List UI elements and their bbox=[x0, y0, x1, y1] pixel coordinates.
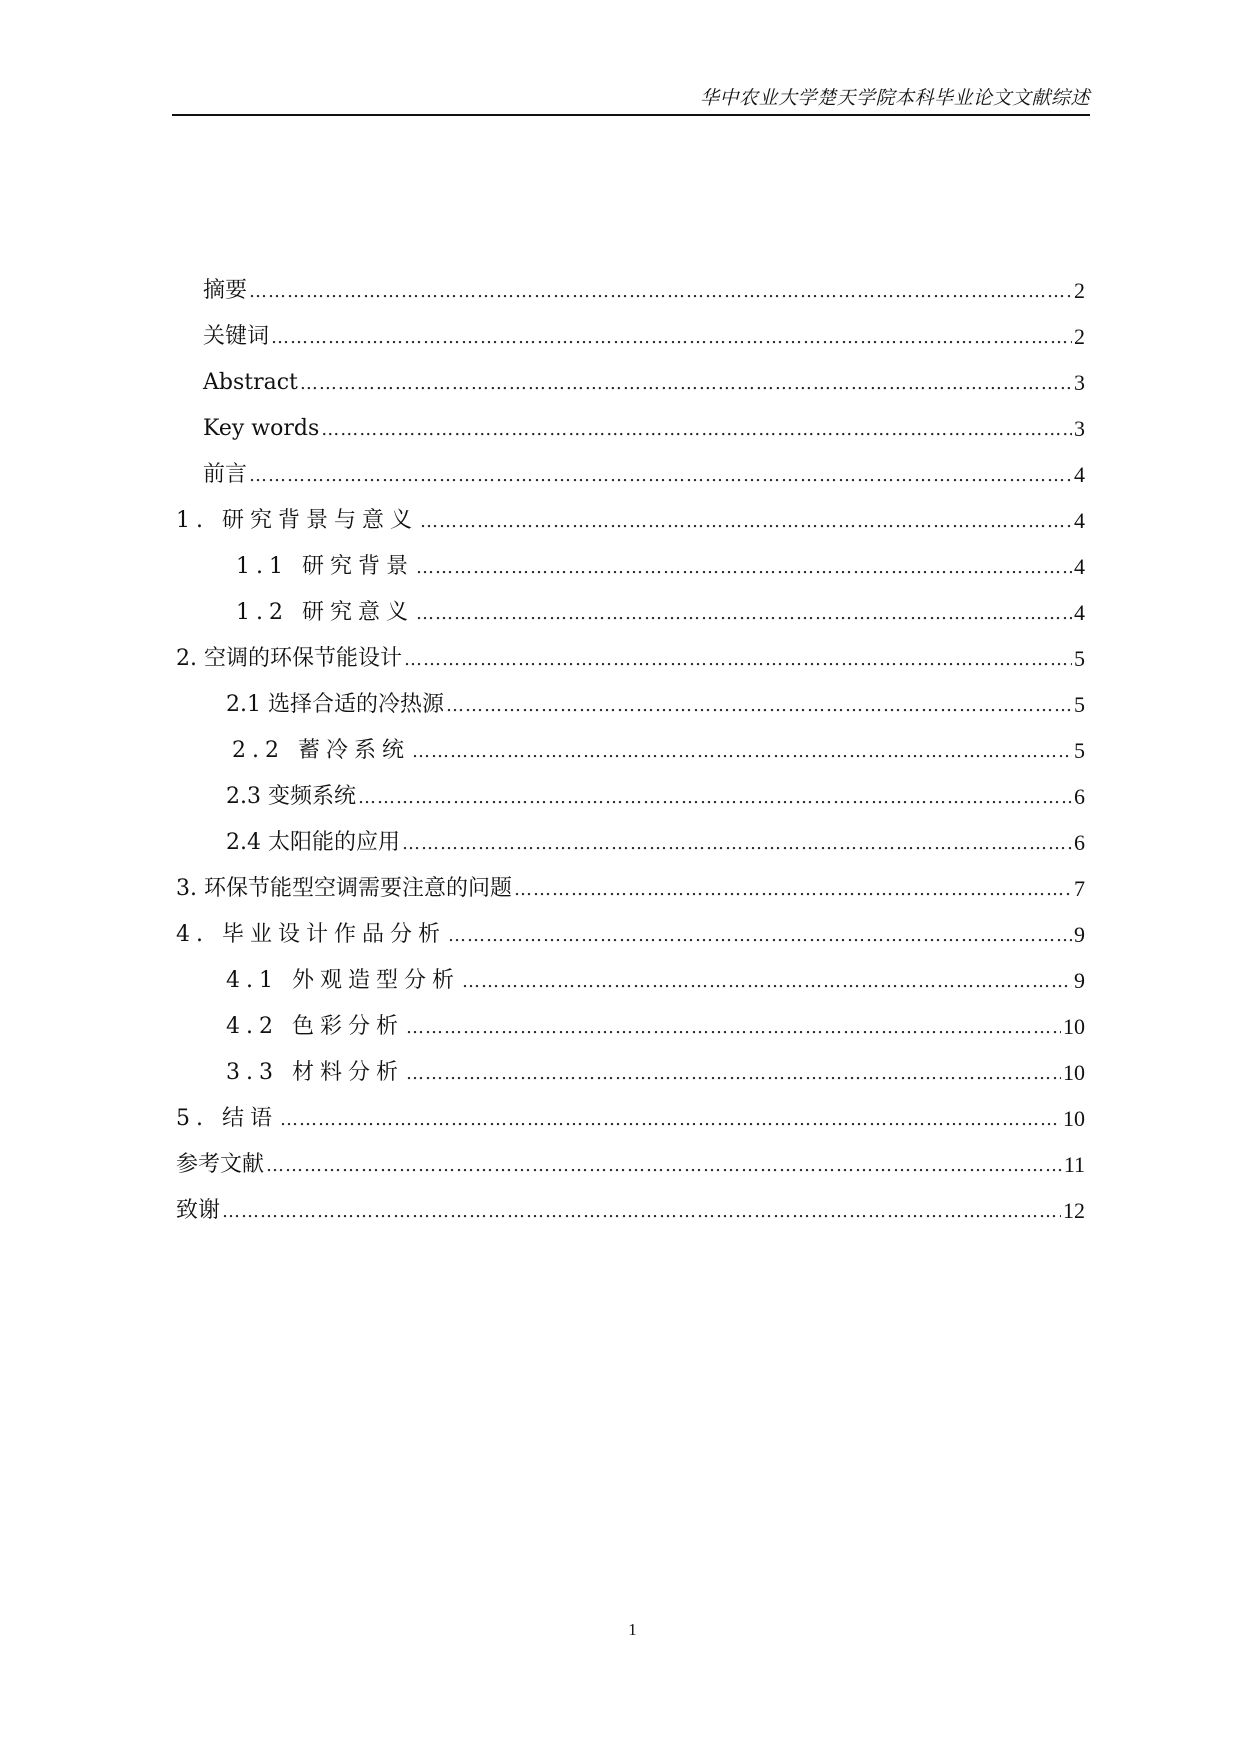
toc-entry-preface[interactable] bbox=[203, 460, 1085, 490]
toc-dot-leader bbox=[462, 970, 1072, 996]
toc-dot-leader bbox=[514, 878, 1072, 904]
toc-entry-section-2-1[interactable] bbox=[226, 690, 1085, 720]
toc-dot-leader bbox=[249, 280, 1072, 306]
toc-entry-section-2-4[interactable] bbox=[226, 828, 1085, 858]
toc-entry-page: 5 bbox=[1074, 692, 1085, 717]
toc-dot-leader bbox=[412, 740, 1072, 766]
toc-entry-page: 2 bbox=[1074, 324, 1085, 349]
toc-dot-leader bbox=[420, 510, 1072, 536]
toc-dot-leader bbox=[406, 1062, 1061, 1088]
toc-dot-leader bbox=[266, 1154, 1062, 1180]
toc-entry-label: 1.2 研究意义 bbox=[236, 600, 414, 625]
toc-dot-leader bbox=[402, 832, 1072, 858]
toc-entry-page: 5 bbox=[1074, 646, 1085, 671]
toc-entry-page: 3 bbox=[1074, 370, 1085, 395]
toc-dot-leader bbox=[222, 1200, 1061, 1226]
running-header: 华中农业大学楚天学院本科毕业论文文献综述 bbox=[699, 87, 1090, 109]
toc-entry-page: 4 bbox=[1074, 508, 1085, 533]
toc-entry-page: 10 bbox=[1063, 1106, 1085, 1131]
toc-entry-page: 10 bbox=[1063, 1014, 1085, 1039]
toc-dot-leader bbox=[249, 464, 1072, 490]
toc-entry-label: 4.1 外观造型分析 bbox=[226, 968, 460, 993]
toc-entry-section-4-2[interactable] bbox=[226, 1012, 1085, 1042]
toc-dot-leader bbox=[404, 648, 1072, 674]
header-rule bbox=[172, 114, 1090, 116]
toc-entry-label: 摘要 bbox=[203, 278, 248, 303]
toc-entry-label: 2.4 太阳能的应用 bbox=[226, 830, 400, 855]
toc-entry-section-1-1[interactable] bbox=[236, 552, 1085, 582]
toc-entry-section-3[interactable] bbox=[176, 874, 1085, 904]
toc-entry-section-2-2[interactable] bbox=[232, 736, 1085, 766]
toc-entry-references[interactable] bbox=[176, 1150, 1085, 1180]
toc-entry-label: 2.3 变频系统 bbox=[226, 784, 356, 809]
toc-entry-keywords-cn[interactable] bbox=[203, 322, 1085, 352]
toc-entry-section-4[interactable] bbox=[176, 920, 1085, 950]
toc-entry-abstract-en[interactable] bbox=[203, 368, 1085, 398]
toc-entry-page: 5 bbox=[1074, 738, 1085, 763]
toc-entry-label: 4.2 色彩分析 bbox=[226, 1014, 404, 1039]
toc-entry-label: 1.1 研究背景 bbox=[236, 554, 414, 579]
toc-dot-leader bbox=[416, 556, 1072, 582]
toc-dot-leader bbox=[321, 418, 1072, 444]
toc-entry-label: 3. 环保节能型空调需要注意的问题 bbox=[176, 876, 512, 901]
toc-entry-label: 2.1 选择合适的冷热源 bbox=[226, 692, 444, 717]
page-number: 1 bbox=[628, 1620, 637, 1639]
toc-dot-leader bbox=[448, 924, 1072, 950]
toc-dot-leader bbox=[280, 1108, 1061, 1134]
toc-entry-page: 11 bbox=[1063, 1152, 1085, 1177]
toc-entry-section-4-1[interactable] bbox=[226, 966, 1085, 996]
toc-entry-label: 前言 bbox=[203, 462, 248, 487]
toc-entry-label: 5. 结语 bbox=[176, 1106, 278, 1131]
toc-entry-page: 2 bbox=[1074, 278, 1085, 303]
toc-entry-label: Abstract bbox=[203, 370, 298, 395]
toc-entry-section-1-2[interactable] bbox=[236, 598, 1085, 628]
toc-entry-label: Key words bbox=[203, 416, 320, 441]
toc-entry-label: 2. 空调的环保节能设计 bbox=[176, 646, 402, 671]
toc-entry-page: 4 bbox=[1074, 554, 1085, 579]
toc-entry-section-5[interactable] bbox=[176, 1104, 1085, 1134]
toc-entry-label: 4. 毕业设计作品分析 bbox=[176, 922, 446, 947]
toc-entry-section-2-3[interactable] bbox=[226, 782, 1085, 812]
toc-entry-keywords-en[interactable] bbox=[203, 414, 1085, 444]
toc-entry-section-2[interactable] bbox=[176, 644, 1085, 674]
toc-entry-section-1[interactable] bbox=[176, 506, 1085, 536]
toc-entry-page: 9 bbox=[1074, 968, 1085, 993]
toc-entry-label: 致谢 bbox=[176, 1198, 221, 1223]
toc-entry-page: 10 bbox=[1063, 1060, 1085, 1085]
toc-entry-label: 参考文献 bbox=[176, 1152, 265, 1177]
toc-dot-leader bbox=[358, 786, 1072, 812]
toc-entry-page: 7 bbox=[1074, 876, 1085, 901]
toc-entry-page: 4 bbox=[1074, 600, 1085, 625]
toc-entry-page: 6 bbox=[1074, 830, 1085, 855]
toc-entry-label: 2.2 蓄冷系统 bbox=[232, 738, 410, 763]
toc-dot-leader bbox=[271, 326, 1072, 352]
toc-entry-page: 6 bbox=[1074, 784, 1085, 809]
toc-entry-page: 12 bbox=[1063, 1198, 1085, 1223]
toc-entry-page: 4 bbox=[1074, 462, 1085, 487]
toc-dot-leader bbox=[300, 372, 1072, 398]
toc-entry-acknowledgements[interactable] bbox=[176, 1196, 1085, 1226]
toc-entry-label: 3.3 材料分析 bbox=[226, 1060, 404, 1085]
toc-dot-leader bbox=[406, 1016, 1061, 1042]
toc-entry-label: 1. 研究背景与意义 bbox=[176, 508, 418, 533]
toc-dot-leader bbox=[446, 694, 1072, 720]
toc-entry-abstract-cn[interactable] bbox=[203, 276, 1085, 306]
toc-entry-page: 3 bbox=[1074, 416, 1085, 441]
toc-dot-leader bbox=[416, 602, 1072, 628]
toc-entry-label: 关键词 bbox=[203, 324, 270, 349]
toc-entry-section-3-3[interactable] bbox=[226, 1058, 1085, 1088]
toc-entry-page: 9 bbox=[1074, 922, 1085, 947]
